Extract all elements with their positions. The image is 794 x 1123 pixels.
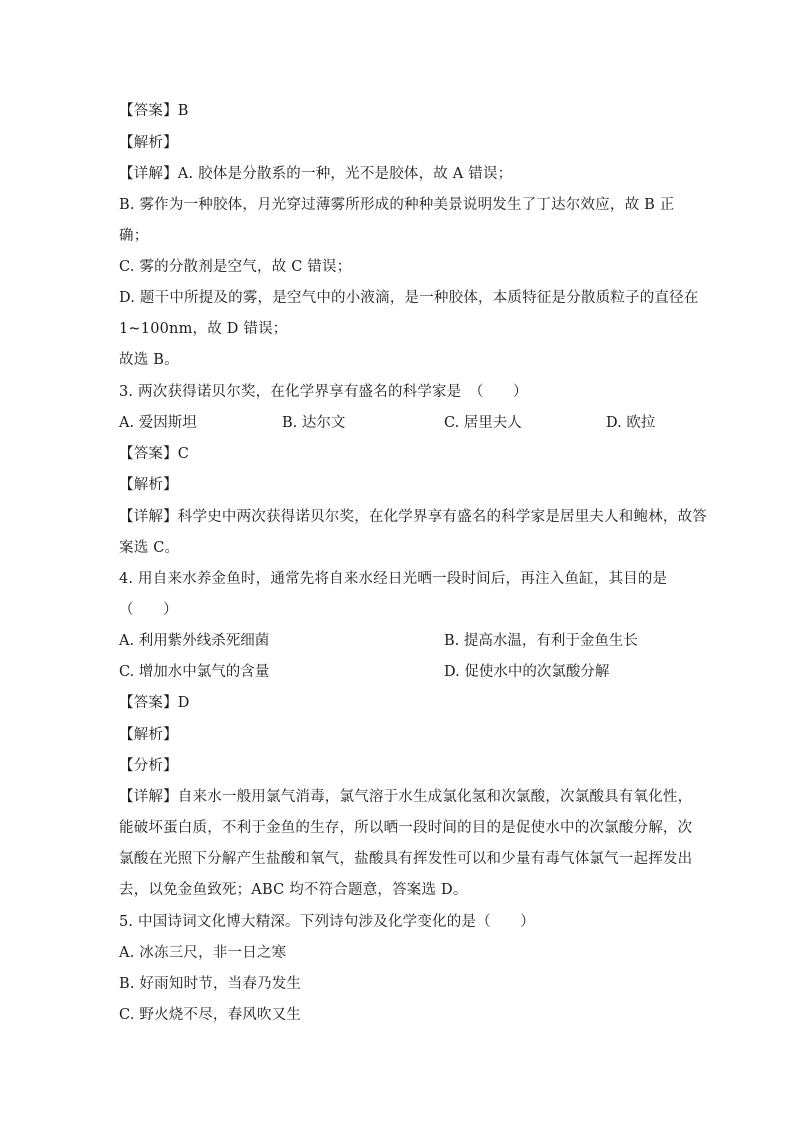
answer-label-q2: 【答案】B — [119, 103, 189, 119]
q4-option-d: D. 促使水中的次氯酸分解 — [444, 664, 610, 680]
analyze-label-q4: 【分析】 — [119, 758, 178, 774]
question-3: 3. 两次获得诺贝尔奖，在化学界享有盛名的科学家是 （ ） — [119, 384, 528, 400]
q3-option-b: B. 达尔文 — [282, 415, 346, 431]
detail-line: 确； — [119, 228, 149, 244]
q5-option-b: B. 好雨知时节，当春乃发生 — [119, 976, 302, 992]
analysis-label-q4: 【解析】 — [119, 727, 178, 743]
detail-line: D. 题干中所提及的雾，是空气中的小液滴，是一种胶体，本质特征是分散质粒子的直径在 — [119, 290, 699, 306]
detail-line: 案选 C。 — [119, 540, 180, 556]
q4-option-c: C. 增加水中氯气的含量 — [119, 664, 270, 680]
detail-line: 能破坏蛋白质，不利于金鱼的生存，所以晒一段时间的目的是促使水中的次氯酸分解，次 — [119, 820, 693, 836]
q5-option-a: A. 冰冻三尺，非一日之寒 — [119, 945, 287, 961]
q3-option-a: A. 爱因斯坦 — [119, 415, 197, 431]
detail-line: 去，以免金鱼致死；ABC 均不符合题意，答案选 D。 — [119, 882, 468, 898]
q4-option-b: B. 提高水温，有利于金鱼生长 — [444, 633, 638, 649]
analysis-label-q3: 【解析】 — [119, 477, 178, 493]
detail-line: 【详解】A. 胶体是分散系的一种，光不是胶体，故 A 错误； — [119, 166, 513, 182]
q3-option-c: C. 居里夫人 — [444, 415, 522, 431]
question-5: 5. 中国诗词文化博大精深。下列诗句涉及化学变化的是（ ） — [119, 914, 535, 930]
q5-option-c: C. 野火烧不尽，春风吹又生 — [119, 1007, 302, 1023]
q4-option-a: A. 利用紫外线杀死细菌 — [119, 633, 270, 649]
answer-label-q4: 【答案】D — [119, 695, 190, 711]
question-4-bracket: （ ） — [119, 602, 178, 618]
detail-line: C. 雾的分散剂是空气，故 C 错误； — [119, 259, 352, 275]
detail-line: 氯酸在光照下分解产生盐酸和氧气，盐酸具有挥发性可以和少量有毒气体氯气一起挥发出 — [119, 851, 693, 867]
detail-line: 【详解】科学史中两次获得诺贝尔奖，在化学界享有盛名的科学家是居里夫人和鲍林，故答 — [119, 509, 707, 525]
answer-label-q3: 【答案】C — [119, 446, 190, 462]
detail-line: 故选 B。 — [119, 352, 179, 368]
detail-line: 【详解】自来水一般用氯气消毒，氯气溶于水生成氯化氢和次氯酸，次氯酸具有氧化性， — [119, 789, 693, 805]
question-4: 4. 用自来水养金鱼时，通常先将自来水经日光晒一段时间后，再注入鱼缸，其目的是 — [119, 571, 668, 587]
q3-option-d: D. 欧拉 — [606, 415, 656, 431]
detail-line: B. 雾作为一种胶体，月光穿过薄雾所形成的种种美景说明发生了丁达尔效应，故 B 正 — [119, 197, 675, 213]
detail-line: 1~100nm，故 D 错误； — [119, 321, 288, 337]
analysis-label-q2: 【解析】 — [119, 135, 178, 151]
